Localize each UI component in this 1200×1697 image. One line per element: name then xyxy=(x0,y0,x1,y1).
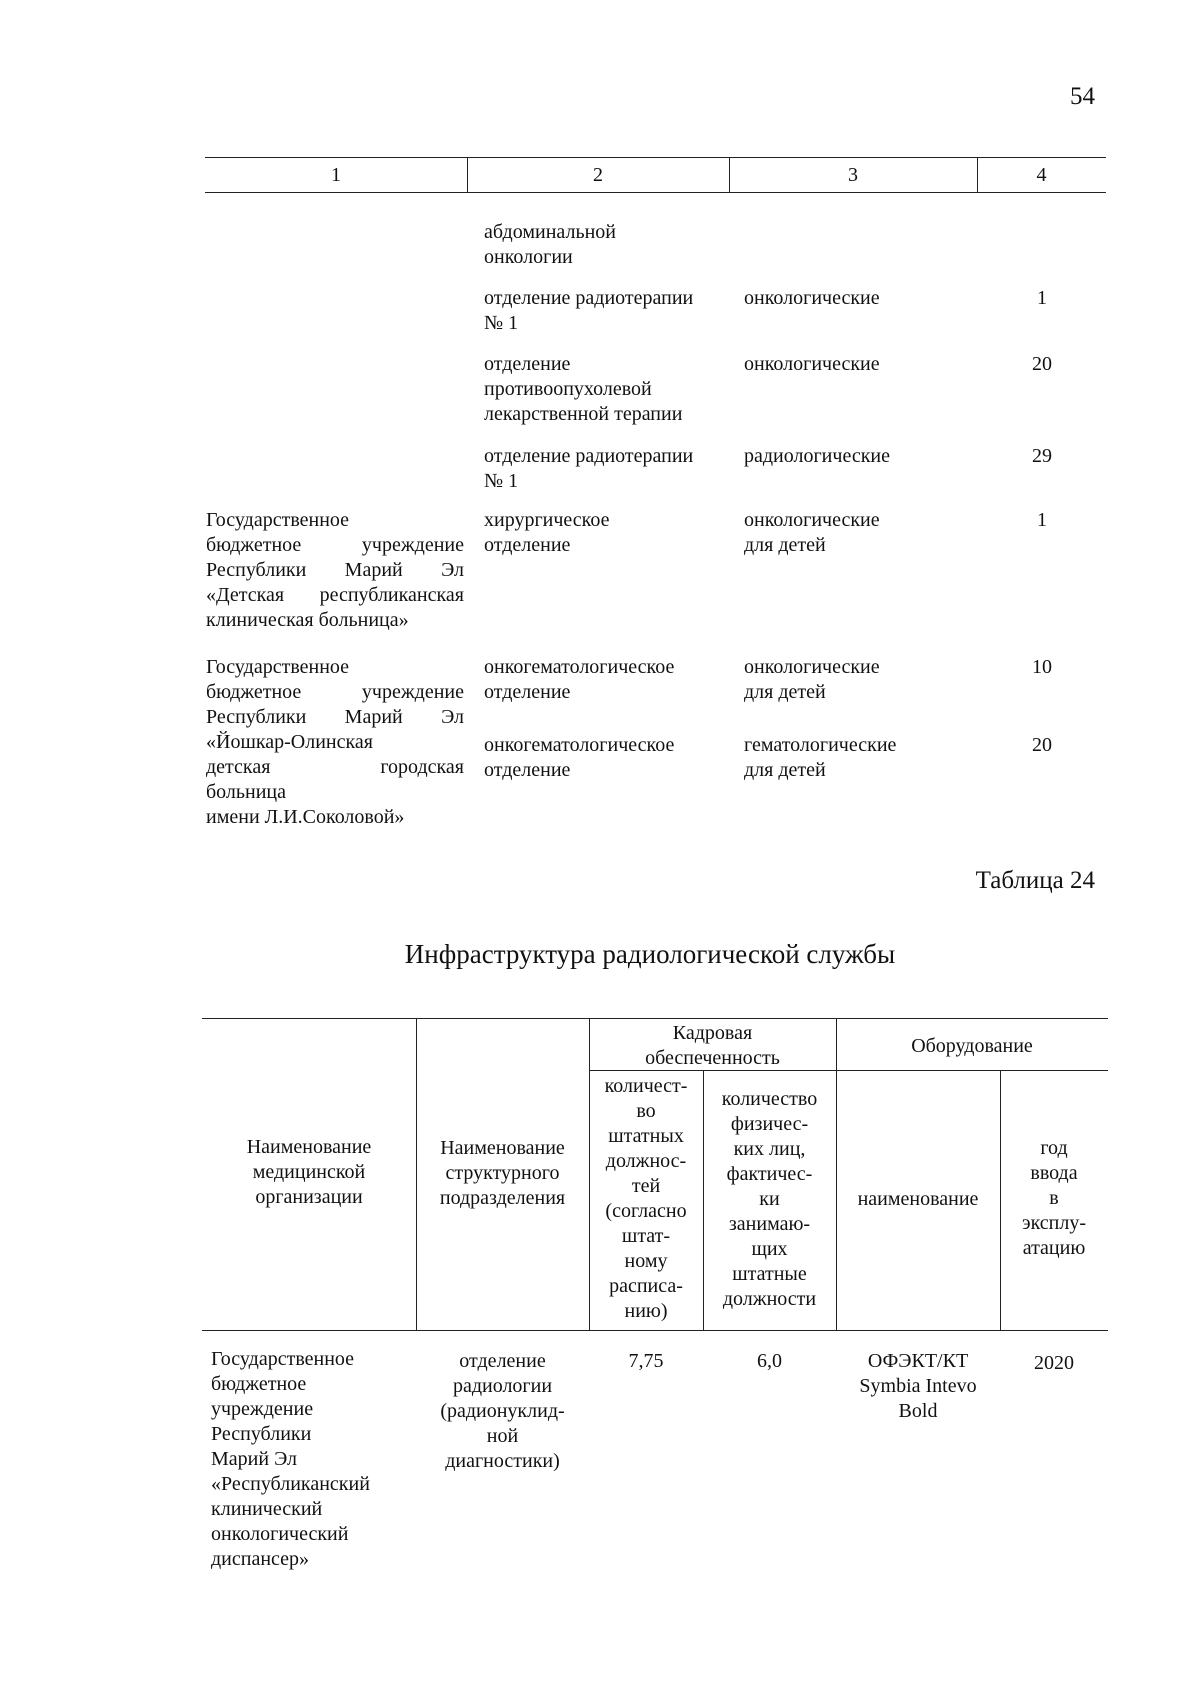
department-cell: онкогематологическое отделение xyxy=(484,656,675,703)
table-title: Инфраструктура радиологической службы xyxy=(404,939,896,969)
column-number: 1 xyxy=(331,164,341,186)
column-number: 3 xyxy=(848,164,858,186)
column-number: 2 xyxy=(593,164,603,186)
column-number: 4 xyxy=(1036,164,1047,186)
beds-cell: 1 xyxy=(1037,287,1047,309)
department-cell: абдоминальной онкологии xyxy=(484,221,616,268)
organization-cell: Государственное бюджетное учреждение Республики Марий Эл «Республиканский клинический онкологический диспансер» xyxy=(211,1348,370,1570)
profile-cell: гематологические для детей xyxy=(744,734,897,781)
staff-persons-cell: 6,0 xyxy=(757,1350,782,1372)
organization-cell: Государственное бюджетное учреждение Республики Марий Эл «Йошкар-Олинская детская городская больница имени Л.И.Соколовой» xyxy=(206,656,464,828)
profile-cell: онкологические xyxy=(744,353,880,375)
department-cell: отделение радиотерапии № 1 xyxy=(484,445,694,492)
department-cell: хирургическое отделение xyxy=(484,509,610,556)
beds-cell: 1 xyxy=(1037,509,1047,531)
equipment-name-cell: ОФЭКТ/КТ Symbia Intevo Bold xyxy=(859,1350,977,1422)
profile-cell: онкологические для детей xyxy=(744,656,880,703)
department-cell: отделение радиотерапии № 1 xyxy=(484,287,694,334)
header-department: Наименование структурного подразделения xyxy=(439,1137,566,1209)
department-cell: отделение противоопухолевой лекарственной терапии xyxy=(484,353,683,425)
header-staff-persons: количество физичес- ких лиц, фактичес- ки занимаю- щих штатные должности xyxy=(721,1088,818,1310)
header-staffing: Кадровая обеспеченность xyxy=(645,1022,780,1069)
staff-positions-cell: 7,75 xyxy=(628,1350,664,1372)
header-equipment: Оборудование xyxy=(911,1035,1033,1057)
profile-cell: онкологические xyxy=(744,287,880,309)
table-caption: Таблица 24 xyxy=(975,867,1095,894)
header-organization: Наименование медицинской организации xyxy=(246,1136,372,1208)
header-staff-positions: количест- во штатных должнос- тей (согласно штат- ному расписа- нию) xyxy=(604,1075,688,1322)
beds-cell: 29 xyxy=(1032,445,1052,467)
profile-cell: радиологические xyxy=(744,445,890,467)
equipment-year-cell: 2020 xyxy=(1034,1352,1074,1374)
department-cell: отделение радиологии (радионуклид- ной диагностики) xyxy=(440,1350,565,1472)
header-equipment-year: год ввода в эксплу- атацию xyxy=(1021,1137,1087,1259)
beds-cell: 20 xyxy=(1032,353,1052,375)
header-equipment-name: наименование xyxy=(857,1188,979,1210)
beds-cell: 10 xyxy=(1032,656,1052,678)
department-cell: онкогематологическое отделение xyxy=(484,734,675,781)
page-number: 54 xyxy=(1070,83,1095,110)
organization-cell: Государственное бюджетное учреждение Республики Марий Эл «Детская республиканская клиническая больница» xyxy=(206,509,464,631)
profile-cell: онкологические для детей xyxy=(744,509,880,556)
beds-cell: 20 xyxy=(1032,734,1052,756)
